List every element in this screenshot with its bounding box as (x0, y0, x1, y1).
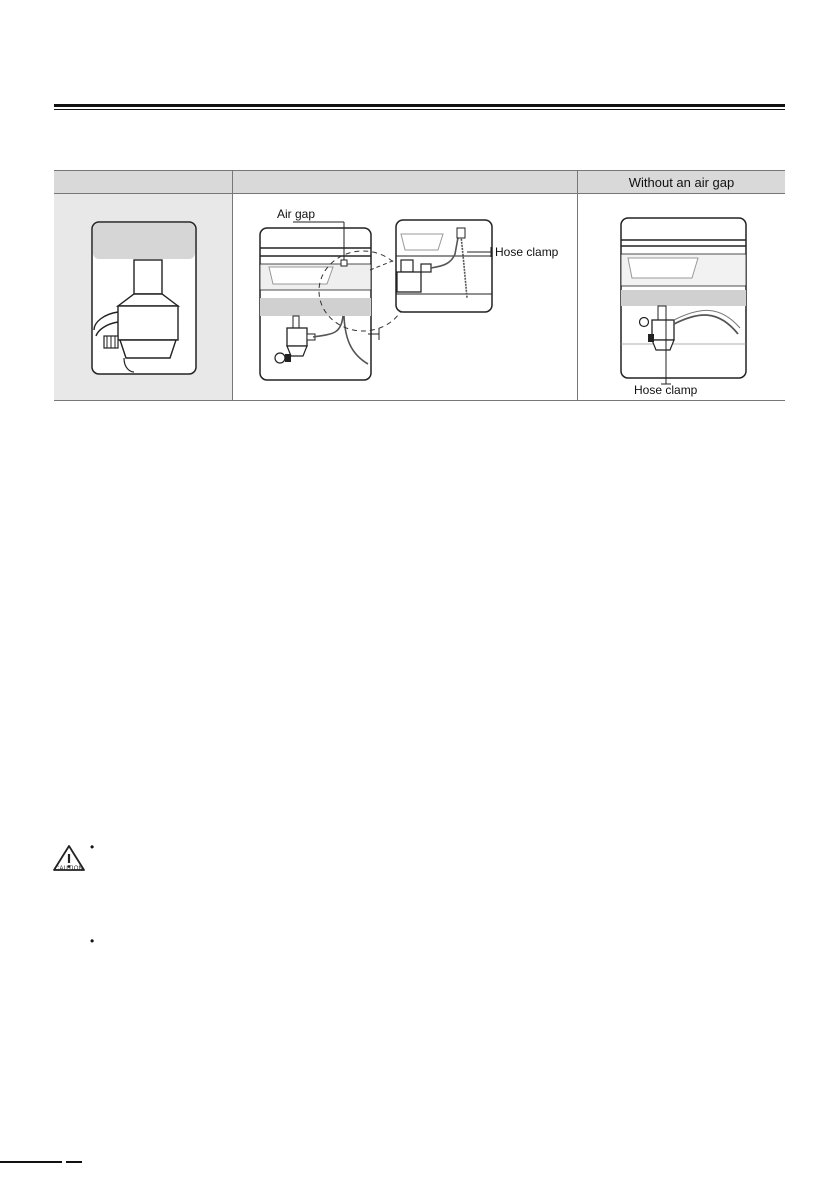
air-gap-label: Air gap (277, 207, 316, 221)
caution-bullet-2: • (90, 934, 95, 948)
table-cell-disposer-closeup (54, 194, 232, 401)
table-header-without-air-gap: Without an air gap (628, 175, 735, 190)
section-rule-thin (54, 109, 785, 110)
caution-bullet-1: • (90, 840, 95, 854)
hose-clamp-label: Hose clamp (495, 245, 559, 259)
air-gap-installation-illustration (233, 194, 578, 401)
disposer-closeup-illustration (54, 194, 232, 401)
installation-table (54, 170, 785, 401)
table-cell-without-air-gap (577, 194, 785, 401)
table-header-cell-1 (54, 170, 232, 194)
page-footer-mark-small (66, 1161, 82, 1163)
table-cell-with-air-gap (232, 194, 577, 401)
table-header-cell-3 (577, 170, 785, 194)
no-air-gap-installation-illustration (578, 194, 786, 401)
hose-clamp-label: Hose clamp (634, 383, 698, 397)
section-rule-thick (54, 104, 785, 107)
page-footer-mark (0, 1161, 62, 1163)
caution-label: CAUTION (54, 866, 84, 872)
table-header-cell-2 (232, 170, 577, 194)
